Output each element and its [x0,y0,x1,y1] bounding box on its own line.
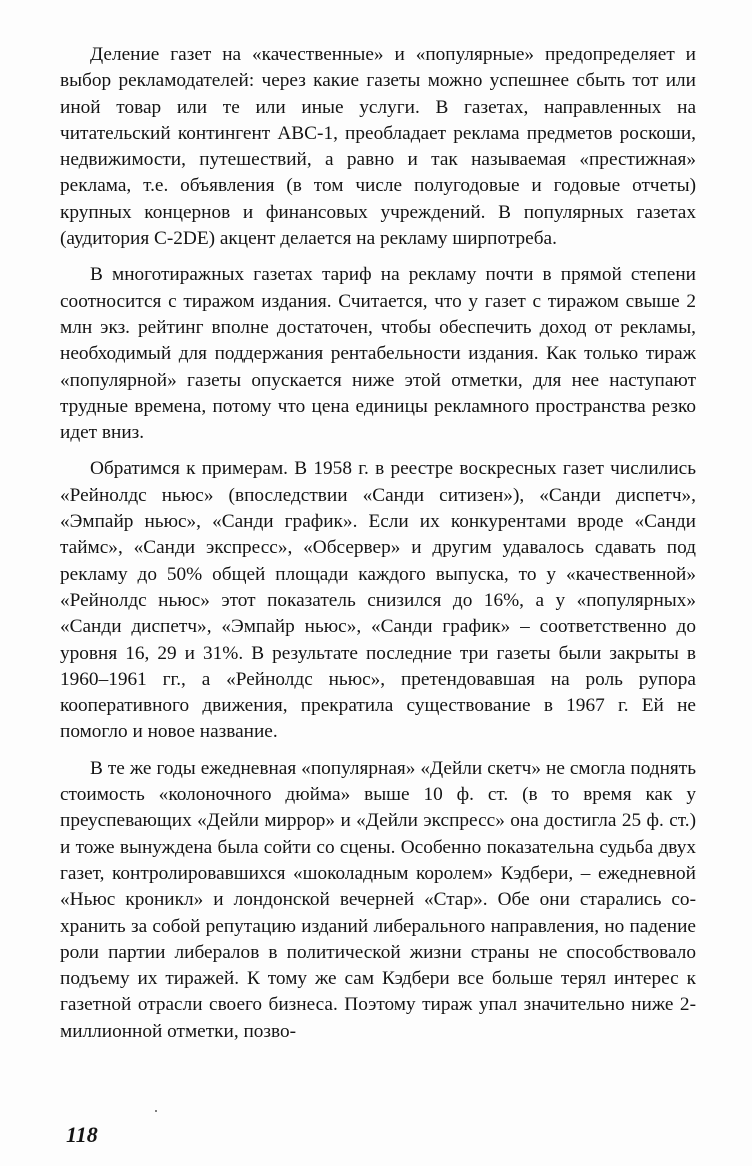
paragraph-2: В многотиражных газетах тариф на рекламу почти в прямой степени соотносится с тиражом издания. Считается, что у газет с тиражом свыше 2 млн экз. рейтинг вполне достаточен, чтобы обеспечить доход от рекламы, необходимый для поддержания рентабельности издания. Как только тираж «популярной» газеты опускается ниже этой отметки, для нее наступают трудные времена, потому что цена единицы рекламного пространства резко идет вниз. [60,264,696,444]
paragraph-3: Обратимся к примерам. В 1958 г. в реестре воскресных газет числились «Рейнолдс ньюс» (впоследствии «Санди ситизен»), «Санди диспетч», «Эмпайр ньюс», «Санди график». Если их конкурентами вроде «Санди таймс», «Санди экспресс», «Обсервер» и другим удавалось сдавать под рекламу до 50% общей площади каждого выпуска, то у «качественной» «Рейнолдс ньюс» этот показатель снизился до 16%, а у «популярных» «Санди диспетч», «Эмпайр ньюс», «Санди график» – соответственно до уровня 16, 29 и 31%. В результате последние три газеты были закрыты в 1960–1961 гг., а «Рейнолдс ньюс», претендовавшая на роль рупора кооперативного движения, прекратила существование в 1967 г. Ей не помогло и новое название. [60,458,696,743]
paragraph-4: В те же годы ежедневная «популярная» «Дейли скетч» не смогла поднять стоимость «колоночного дюйма» выше 10 ф. ст. (в то время как у преуспевающих «Дейли миррор» и «Дейли экспресс» она достигла 25 ф. ст.) и тоже вынуждена была сойти со сцены. Особенно показательна судьба двух газет, контролировавшихся «шоколадным королем» Кэдбери, – ежедневной «Ньюс кроникл» и лондонской вечерней «Стар». Обе они старались сохранить за собой репутацию изданий либерального направления, но падение роли партии либералов в политической жизни страны не способствовало подъему их тиражей. К тому же сам Кэдбери все больше терял интерес к газетной отрасли своего бизнеса. Поэтому тираж упал значительно ниже 2-миллионной отметки, позво- [60,757,696,1042]
print-speck [155,1110,157,1112]
page-number: 118 [66,1122,98,1147]
paragraph-1: Деление газет на «качественные» и «популярные» предопределяет и выбор рекламодателей: через какие газеты можно успешнее сбыть тот или иной товар или те или иные услуги. В газетах, направленных на читательский контингент АВС-1, преобладает реклама предметов роскоши, недвижимости, путешествий, а равно и так называемая «престижная» реклама, т.е. объявления (в том числе полугодовые и годовые отчеты) крупных концернов и финансовых учреждений. В популярных газетах (аудитория С-2DE) акцент делается на рекламу ширпотреба. [60,44,696,250]
body-text [60,42,696,1045]
